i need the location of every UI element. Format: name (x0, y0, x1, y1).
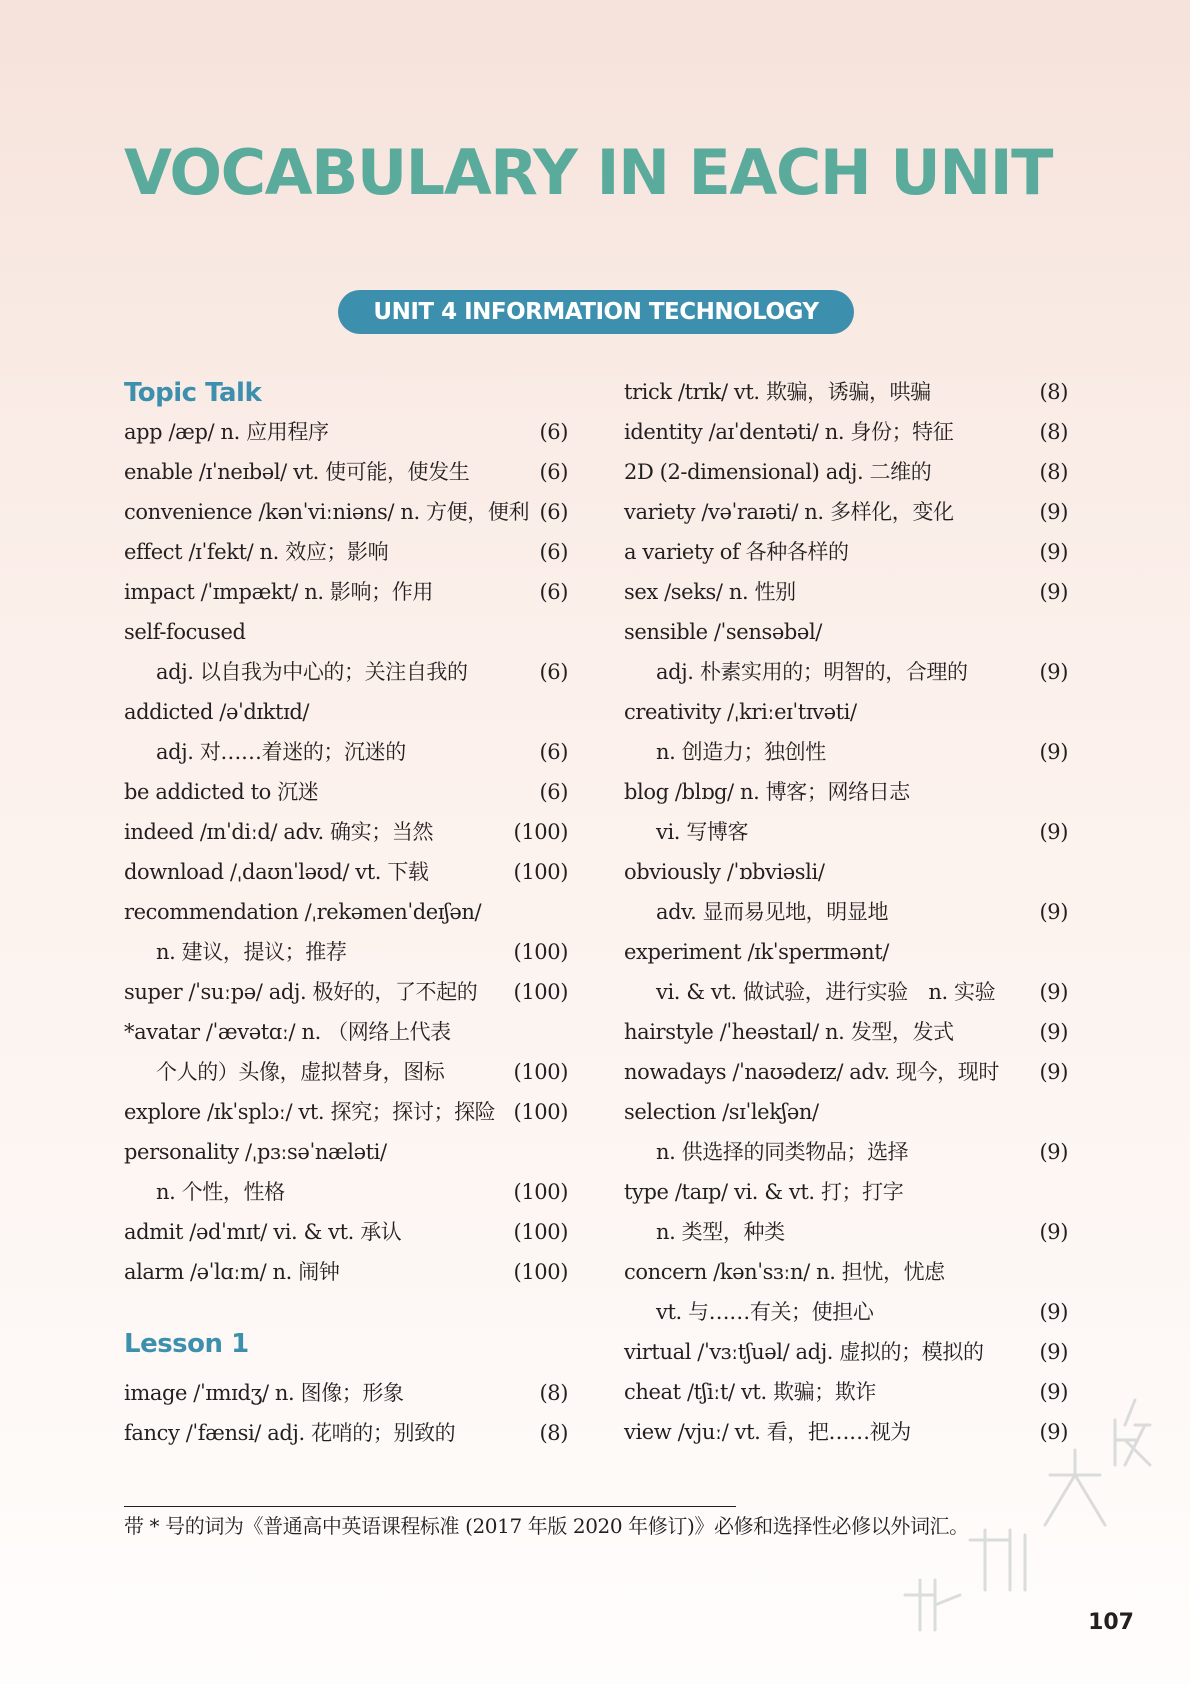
vocab-row (124, 1012, 568, 1052)
page-reference: (9) (1039, 1420, 1068, 1444)
page-reference: (6) (539, 540, 568, 564)
vocab-entry-text: *avatar /ˈævətɑː/ n. （网络上代表 (124, 1020, 451, 1044)
vocab-entry-text: recommendation /ˌrekəmenˈdeɪʃən/ (124, 900, 482, 924)
vocab-entry-text: vi. 写博客 (656, 820, 749, 844)
vocab-entry-text: n. 个性，性格 (156, 1180, 285, 1204)
vocab-row (624, 1172, 1068, 1212)
vocab-row (124, 652, 568, 692)
vocab-row (624, 1092, 1068, 1132)
vocab-entry-text: vt. 与……有关；使担心 (656, 1300, 874, 1324)
vocab-entry-text: creativity /ˌkriːeɪˈtɪvəti/ (624, 700, 857, 724)
vocab-row (624, 932, 1068, 972)
vocab-entry-text: virtual /ˈvɜːtʃuəl/ adj. 虚拟的；模拟的 (624, 1340, 984, 1364)
right-word-list (624, 372, 1068, 1452)
page-reference: (9) (1039, 1220, 1068, 1244)
page-reference: (9) (1039, 660, 1068, 684)
vocab-row (124, 692, 568, 732)
vocab-entry-text: nowadays /ˈnaʊədeɪz/ adv. 现今，现时 (624, 1060, 999, 1084)
vocab-entry-text: convenience /kənˈviːniəns/ n. 方便，便利 (124, 500, 530, 524)
vocab-row (624, 1052, 1068, 1092)
page-reference: (6) (539, 740, 568, 764)
vocab-entry-text: adv. 显而易见地，明显地 (656, 900, 889, 924)
vocab-row (124, 572, 568, 612)
page-reference: (8) (539, 1381, 568, 1405)
vocab-entry-text: hairstyle /ˈheəstaɪl/ n. 发型，发式 (624, 1020, 954, 1044)
vocab-entry-text: alarm /əˈlɑːm/ n. 闹钟 (124, 1260, 340, 1284)
vocab-row (624, 572, 1068, 612)
vocab-row (624, 972, 1068, 1012)
vocab-row (124, 1092, 568, 1132)
page-reference: (100) (513, 1220, 568, 1244)
page-reference: (8) (539, 1421, 568, 1445)
vocab-entry-text: download /ˌdaʊnˈləʊd/ vt. 下载 (124, 860, 429, 884)
page-number: 107 (1088, 1610, 1134, 1635)
page-reference: (100) (513, 940, 568, 964)
vocab-entry-text: type /taɪp/ vi. & vt. 打；打字 (624, 1180, 904, 1204)
vocab-entry-text: identity /aɪˈdentəti/ n. 身份；特征 (624, 420, 954, 444)
vocab-row (124, 1373, 568, 1413)
vocab-entry-text: app /æp/ n. 应用程序 (124, 420, 329, 444)
page-reference: (9) (1039, 820, 1068, 844)
vocab-entry-text: n. 类型，种类 (656, 1220, 785, 1244)
vocab-entry-text: image /ˈɪmɪdʒ/ n. 图像；形象 (124, 1381, 404, 1405)
page-reference: (9) (1039, 1340, 1068, 1364)
vocab-row (124, 972, 568, 1012)
vocab-row (124, 812, 568, 852)
vocab-row (624, 1252, 1068, 1292)
vocab-row (624, 652, 1068, 692)
vocab-entry-text: n. 供选择的同类物品；选择 (656, 1140, 909, 1164)
vocab-row (624, 612, 1068, 652)
vocab-row (124, 412, 568, 452)
vocab-entry-text: a variety of 各种各样的 (624, 540, 849, 564)
vocab-entry-text: n. 建议，提议；推荐 (156, 940, 347, 964)
page-reference: (9) (1039, 580, 1068, 604)
vocab-row (624, 852, 1068, 892)
vocab-row (124, 1052, 568, 1092)
vocab-row (124, 892, 568, 932)
vocab-row (624, 1292, 1068, 1332)
page-reference: (6) (539, 660, 568, 684)
vocab-row (624, 732, 1068, 772)
vocab-entry-text: trick /trɪk/ vt. 欺骗，诱骗，哄骗 (624, 380, 931, 404)
page-reference: (6) (539, 500, 568, 524)
page-reference: (8) (1039, 420, 1068, 444)
page-title: VOCABULARY IN EACH UNIT (124, 136, 1052, 209)
vocab-entry-text: selection /sɪˈlekʃən/ (624, 1100, 819, 1124)
vocab-row (624, 1212, 1068, 1252)
page-reference: (100) (513, 980, 568, 1004)
vocab-entry-text: admit /ədˈmɪt/ vi. & vt. 承认 (124, 1220, 402, 1244)
vocab-entry-text: blog /blɒg/ n. 博客；网络日志 (624, 780, 910, 804)
page-reference: (6) (539, 460, 568, 484)
vocab-entry-text: variety /vəˈraɪəti/ n. 多样化，变化 (624, 500, 954, 524)
vocab-row (624, 492, 1068, 532)
vocab-entry-text: self-focused (124, 620, 246, 644)
vocab-row (124, 852, 568, 892)
vocab-entry-text: impact /ˈɪmpækt/ n. 影响；作用 (124, 580, 433, 604)
page-reference: (9) (1039, 1380, 1068, 1404)
vocab-entry-text: adj. 对……着迷的；沉迷的 (156, 740, 406, 764)
vocab-entry-text: sensible /ˈsensəbəl/ (624, 620, 822, 644)
vocab-entry-text: fancy /ˈfænsi/ adj. 花哨的；别致的 (124, 1421, 456, 1445)
vocab-row (124, 772, 568, 812)
page-reference: (100) (513, 1260, 568, 1284)
page-reference: (9) (1039, 1060, 1068, 1084)
vocab-entry-text: obviously /ˈɒbviəsli/ (624, 860, 825, 884)
page-reference: (6) (539, 580, 568, 604)
vocab-row (124, 1252, 568, 1292)
vocab-row (124, 1413, 568, 1453)
vocab-entry-text: personality /ˌpɜːsəˈnæləti/ (124, 1140, 387, 1164)
vocab-entry-text: enable /ɪˈneɪbəl/ vt. 使可能，使发生 (124, 460, 470, 484)
vocab-row (624, 1132, 1068, 1172)
vocab-entry-text: addicted /əˈdɪktɪd/ (124, 700, 310, 724)
vocab-row (624, 1012, 1068, 1052)
vocab-entry-text: super /ˈsuːpə/ adj. 极好的，了不起的 (124, 980, 478, 1004)
page-reference: (6) (539, 420, 568, 444)
vocab-row (624, 372, 1068, 412)
vocab-entry-text: adj. 朴素实用的；明智的，合理的 (656, 660, 968, 684)
vocab-entry-text: 2D (2-dimensional) adj. 二维的 (624, 460, 932, 484)
vocab-row (124, 492, 568, 532)
vocab-row (624, 772, 1068, 812)
topic-talk-word-list (124, 412, 568, 1292)
page-reference: (100) (513, 1100, 568, 1124)
page-reference: (9) (1039, 740, 1068, 764)
vocab-row (124, 452, 568, 492)
page-reference: (9) (1039, 1300, 1068, 1324)
vocab-row (624, 412, 1068, 452)
page-reference: (9) (1039, 900, 1068, 924)
vocab-row (624, 532, 1068, 572)
vocab-row (124, 1212, 568, 1252)
section-heading-lesson-1: Lesson 1 (124, 1329, 249, 1359)
vocab-entry-text: n. 创造力；独创性 (656, 740, 826, 764)
section-heading-topic-talk: Topic Talk (124, 378, 262, 408)
page-reference: (8) (1039, 380, 1068, 404)
page-reference: (9) (1039, 500, 1068, 524)
lesson-1-word-list (124, 1373, 568, 1453)
vocab-entry-text: view /vjuː/ vt. 看，把……视为 (624, 1420, 911, 1444)
vocab-row (124, 532, 568, 572)
vocab-row (624, 1332, 1068, 1372)
vocab-row (624, 452, 1068, 492)
watermark-logo (890, 1380, 1170, 1640)
vocab-entry-text: adj. 以自我为中心的；关注自我的 (156, 660, 468, 684)
vocab-row (124, 1132, 568, 1172)
vocab-row (124, 1172, 568, 1212)
vocab-entry-text: explore /ɪkˈsplɔː/ vt. 探究；探讨；探险 (124, 1100, 496, 1124)
page-reference: (100) (513, 820, 568, 844)
page-reference: (100) (513, 1060, 568, 1084)
vocab-entry-text: experiment /ɪkˈsperɪmənt/ (624, 940, 889, 964)
vocab-row (124, 612, 568, 652)
vocab-entry-text: be addicted to 沉迷 (124, 780, 319, 804)
vocab-entry-text: sex /seks/ n. 性别 (624, 580, 796, 604)
vocab-row (124, 932, 568, 972)
page-reference: (8) (1039, 460, 1068, 484)
page-reference: (6) (539, 780, 568, 804)
vocab-row (624, 812, 1068, 852)
unit-label-badge: UNIT 4 INFORMATION TECHNOLOGY (338, 290, 854, 334)
vocab-row (624, 692, 1068, 732)
vocab-row (124, 732, 568, 772)
vocab-entry-text: 个人的）头像，虚拟替身，图标 (156, 1060, 445, 1084)
footnote: 带 * 号的词为《普通高中英语课程标准 (2017 年版 2020 年修订)》必修和选择性必修以外词汇。 (124, 1514, 969, 1538)
vocab-entry-text: concern /kənˈsɜːn/ n. 担忧，忧虑 (624, 1260, 945, 1284)
vocab-row (624, 892, 1068, 932)
page-reference: (100) (513, 860, 568, 884)
footnote-divider (124, 1506, 736, 1507)
vocab-entry-text: vi. & vt. 做试验，进行实验 n. 实验 (656, 980, 996, 1004)
page-reference: (9) (1039, 1140, 1068, 1164)
vocab-entry-text: effect /ɪˈfekt/ n. 效应；影响 (124, 540, 389, 564)
page-reference: (9) (1039, 1020, 1068, 1044)
vocab-entry-text: indeed /ɪnˈdiːd/ adv. 确实；当然 (124, 820, 434, 844)
page-reference: (9) (1039, 980, 1068, 1004)
vocab-entry-text: cheat /tʃiːt/ vt. 欺骗；欺诈 (624, 1380, 876, 1404)
page-reference: (9) (1039, 540, 1068, 564)
page-reference: (100) (513, 1180, 568, 1204)
